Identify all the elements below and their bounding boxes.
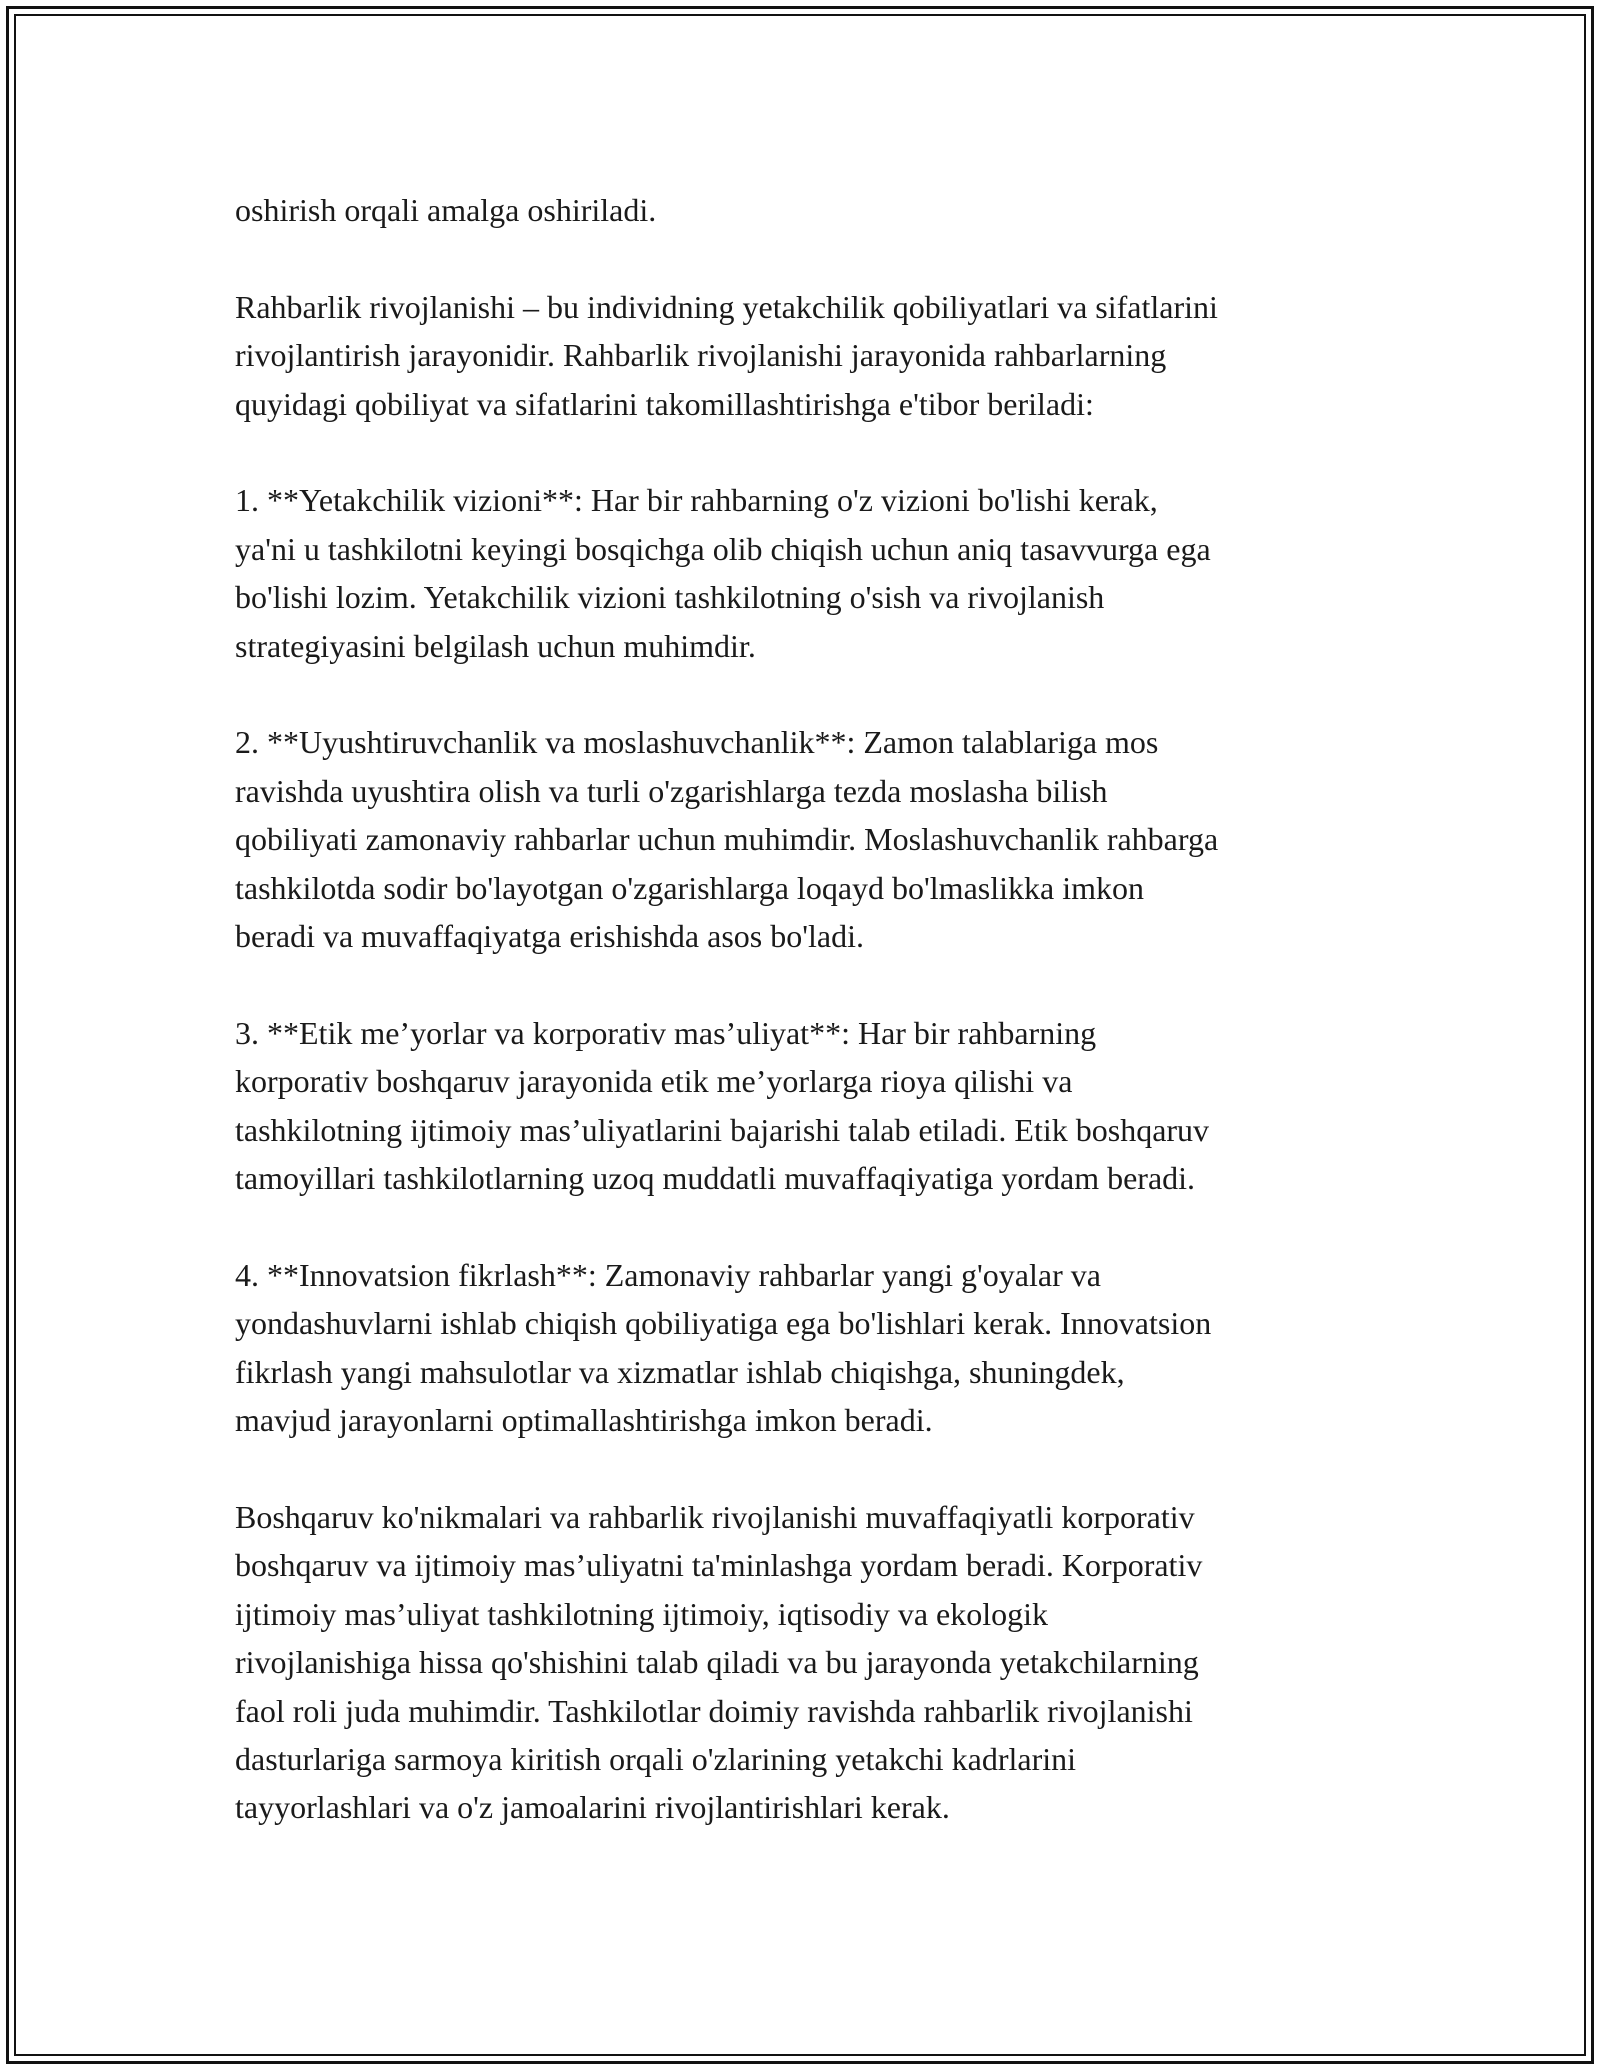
list-item-3: 3. **Etik me’yorlar va korporativ mas’uliyat**: Har bir rahbarning korporativ boshqaruv jarayonida etik me’yorlarga rioya qilishi va tashkilotning ijtimoiy mas’uliyatlarini bajarishi talab etiladi. Etik boshqaruv tamoyillari tashkilotlarning uzoq muddatli muvaffaqiyatiga yordam beradi. [235,1014,1210,1197]
document-body [235,186,1385,1832]
paragraph-continuation: oshirish orqali amalga oshiriladi. [235,192,657,228]
paragraph-conclusion: Boshqaruv ko'nikmalari va rahbarlik rivojlanishi muvaffaqiyatli korporativ boshqaruv va ijtimoiy mas’uliyatni ta'minlashga yordam beradi. Korporativ ijtimoiy mas’uliyat tashkilotning ijtimoiy, iqtisodiy va ekologik rivojlanishiga hissa qo'shishini talab qiladi va bu jarayonda yetakchilarning faol roli juda muhimdir. Tashkilotlar doimiy ravishda rahbarlik rivojlanishi dasturlariga sarmoya kiritish orqali o'zlarining yetakchi kadrlarini tayyorlashlari va o'z jamoalarini rivojlantirishlari kerak. [235,1498,1203,1826]
paragraph-intro: Rahbarlik rivojlanishi – bu individning yetakchilik qobiliyatlari va sifatlarini rivojlantirish jarayonidir. Rahbarlik rivojlanishi jarayonida rahbarlarning quyidagi qobiliyat va sifatlarini takomillashtirishga e'tibor beriladi: [235,288,1218,422]
list-item-2: 2. **Uyushtiruvchanlik va moslashuvchanlik**: Zamon talablariga mos ravishda uyushtira olish va turli o'zgarishlarga tezda moslasha bilish qobiliyati zamonaviy rahbarlar uchun muhimdir. Moslashuvchanlik rahbarga tashkilotda sodir bo'layotgan o'zgarishlarga loqayd bo'lmaslikka imkon beradi va muvaffaqiyatga erishishda asos bo'ladi. [235,724,1219,955]
list-item-4: 4. **Innovatsion fikrlash**: Zamonaviy rahbarlar yangi g'oyalar va yondashuvlarni ishlab chiqish qobiliyatiga ega bo'lishlari kerak. Innovatsion fikrlash yangi mahsulotlar va xizmatlar ishlab chiqishga, shuningdek, mavjud jarayonlarni optimallashtirishga imkon beradi. [235,1256,1212,1439]
list-item-1: 1. **Yetakchilik vizioni**: Har bir rahbarning o'z vizioni bo'lishi kerak, ya'ni u tashkilotni keyingi bosqichga olib chiqish uchun aniq tasavvurga ega bo'lishi lozim. Yetakchilik vizioni tashkilotning o'sish va rivojlanish strategiyasini belgilash uchun muhimdir. [235,482,1211,664]
